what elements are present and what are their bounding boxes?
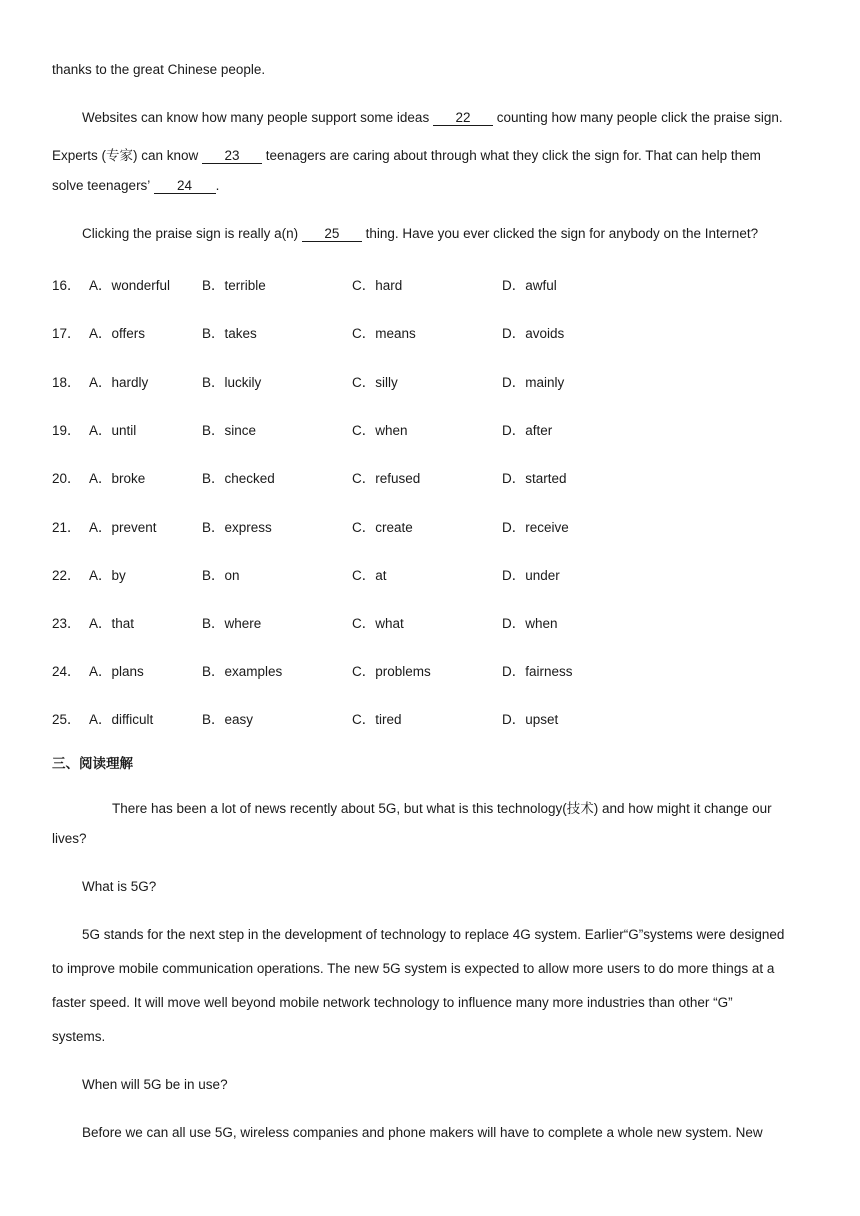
question-row — [52, 708, 752, 728]
passage-text: There has been a lot of news recently about 5G, but what is this technology( — [112, 801, 567, 816]
question-number: 20． — [52, 471, 81, 486]
question-number: 17． — [52, 326, 81, 341]
cjk-gloss: 技术 — [566, 801, 594, 817]
option-a[interactable]: A．difficult — [89, 712, 154, 727]
option-b[interactable]: B．where — [202, 616, 262, 631]
option-b[interactable]: B．terrible — [202, 278, 266, 293]
blank-25: 25 — [302, 227, 362, 242]
option-d[interactable]: D．after — [502, 423, 553, 438]
passage-text: Experts ( — [52, 148, 107, 163]
option-a[interactable]: A．broke — [89, 471, 146, 486]
question-row — [52, 564, 752, 584]
option-c[interactable]: C．refused — [352, 471, 421, 486]
option-b[interactable]: B．luckily — [202, 375, 262, 390]
passage-line — [82, 226, 758, 242]
blank-22: 22 — [433, 111, 493, 126]
option-d[interactable]: D．fairness — [502, 664, 573, 679]
option-d[interactable]: D．avoids — [502, 326, 565, 341]
question-number: 18． — [52, 375, 81, 390]
question-row — [52, 467, 752, 487]
passage-line — [52, 144, 761, 164]
option-a[interactable]: A．hardly — [89, 375, 149, 390]
question-number: 16． — [52, 278, 81, 293]
cjk-gloss: 专家 — [106, 148, 134, 164]
option-b[interactable]: B．since — [202, 423, 257, 438]
passage-text: thanks to the great Chinese people. — [52, 62, 266, 77]
passage-line: systems. — [52, 1029, 106, 1044]
subheading: When will 5G be in use? — [82, 1077, 228, 1092]
question-number: 24． — [52, 664, 81, 679]
option-c[interactable]: C．at — [352, 568, 387, 583]
question-row — [52, 419, 752, 439]
passage-text: teenagers are caring about through what they click the sign for. That can help them — [262, 148, 761, 163]
passage-line — [52, 62, 265, 77]
passage-text: ) can know — [133, 148, 203, 163]
option-b[interactable]: B．takes — [202, 326, 257, 341]
option-b[interactable]: B．on — [202, 568, 240, 583]
passage-line — [112, 797, 772, 817]
option-c[interactable]: C．means — [352, 326, 416, 341]
option-d[interactable]: D．awful — [502, 278, 557, 293]
passage-line: to improve mobile communication operations. The new 5G system is expected to allow more users to do more things at a — [52, 961, 775, 976]
passage-line: faster speed. It will move well beyond mobile network technology to influence many more industries than other “G” — [52, 995, 733, 1010]
passage-text: thing. Have you ever clicked the sign for anybody on the Internet? — [361, 226, 759, 241]
option-d[interactable]: D．started — [502, 471, 567, 486]
option-a[interactable]: A．plans — [89, 664, 144, 679]
passage-line — [82, 110, 783, 126]
option-b[interactable]: B．examples — [202, 664, 283, 679]
option-a[interactable]: A．wonderful — [89, 278, 171, 293]
option-a[interactable]: A．by — [89, 568, 126, 583]
option-c[interactable]: C．what — [352, 616, 404, 631]
option-a[interactable]: A．prevent — [89, 520, 157, 535]
passage-text: Websites can know how many people support some ideas — [82, 110, 433, 125]
question-number: 19． — [52, 423, 81, 438]
passage-text: Clicking the praise sign is really a(n) — [82, 226, 302, 241]
option-d[interactable]: D．upset — [502, 712, 559, 727]
passage-line: Before we can all use 5G, wireless companies and phone makers will have to complete a whole new system. New — [82, 1125, 763, 1140]
subheading: What is 5G? — [82, 879, 157, 894]
passage-line — [52, 178, 219, 194]
question-row — [52, 516, 752, 536]
passage-text: solve teenagers’ — [52, 178, 154, 193]
blank-23: 23 — [202, 149, 262, 164]
question-row — [52, 660, 752, 680]
passage-line: 5G stands for the next step in the development of technology to replace 4G system. Earlier“G”systems were designed — [82, 927, 785, 942]
blank-24: 24 — [154, 179, 216, 194]
option-c[interactable]: C．silly — [352, 375, 398, 390]
option-c[interactable]: C．tired — [352, 712, 402, 727]
option-a[interactable]: A．offers — [89, 326, 146, 341]
option-d[interactable]: D．when — [502, 616, 558, 631]
option-b[interactable]: B．checked — [202, 471, 275, 486]
option-b[interactable]: B．express — [202, 520, 272, 535]
option-d[interactable]: D．mainly — [502, 375, 565, 390]
question-number: 21． — [52, 520, 81, 535]
option-d[interactable]: D．receive — [502, 520, 569, 535]
option-c[interactable]: C．hard — [352, 278, 403, 293]
section-heading: 三、阅读理解 — [52, 756, 133, 772]
option-c[interactable]: C．problems — [352, 664, 431, 679]
passage-text: . — [215, 178, 220, 193]
question-row — [52, 322, 752, 342]
option-a[interactable]: A．until — [89, 423, 137, 438]
option-d[interactable]: D．under — [502, 568, 560, 583]
passage-text: ) and how might it change our — [593, 801, 772, 816]
option-b[interactable]: B．easy — [202, 712, 254, 727]
question-row — [52, 612, 752, 632]
passage-text: counting how many people click the praise sign. — [492, 110, 783, 125]
question-number: 25． — [52, 712, 81, 727]
option-a[interactable]: A．that — [89, 616, 135, 631]
question-number: 23． — [52, 616, 81, 631]
option-c[interactable]: C．create — [352, 520, 413, 535]
passage-line: lives? — [52, 831, 87, 846]
question-number: 22． — [52, 568, 81, 583]
question-row — [52, 371, 752, 391]
option-c[interactable]: C．when — [352, 423, 408, 438]
question-row — [52, 274, 752, 294]
